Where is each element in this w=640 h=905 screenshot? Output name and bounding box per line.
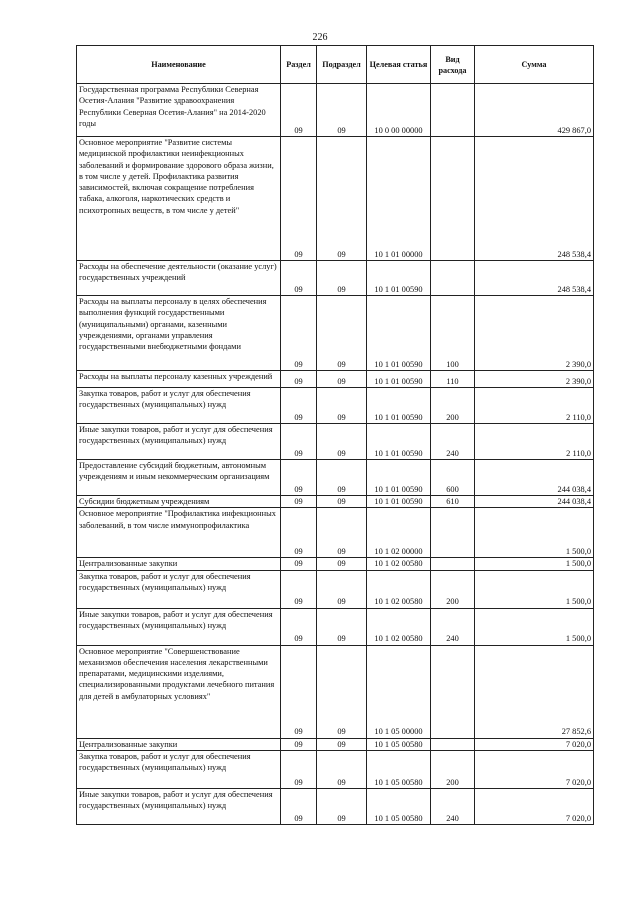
cell-name: Государственная программа Республики Северная Осетия-Алания "Развитие здравоохранения Республики Северная Осетия-Алания" на 2014-2020 годы: [77, 84, 281, 137]
cell-name: Основное мероприятие "Профилактика инфекционных заболеваний, в том числе иммунопрофилактика: [77, 508, 281, 558]
cell-amount: 248 538,4: [475, 137, 594, 261]
table-row: [77, 645, 594, 738]
cell-name: Закупка товаров, работ и услуг для обеспечения государственных (муниципальных) нужд: [77, 570, 281, 608]
cell-name: Предоставление субсидий бюджетным, автономным учреждениям и иным некоммерческим организациям: [77, 460, 281, 496]
cell-subsection: 09: [317, 460, 367, 496]
table-row: [77, 261, 594, 296]
cell-section: 09: [281, 645, 317, 738]
cell-section: 09: [281, 608, 317, 645]
cell-name: Иные закупки товаров, работ и услуг для обеспечения государственных (муниципальных) нужд: [77, 608, 281, 645]
table-row: [77, 508, 594, 558]
cell-expense-type: 600: [431, 460, 475, 496]
cell-expense-type: 240: [431, 788, 475, 824]
cell-amount: 7 020,0: [475, 750, 594, 788]
cell-target-article: 10 1 01 00590: [367, 371, 431, 388]
table-row: [77, 496, 594, 508]
table-row: [77, 788, 594, 824]
table-row: [77, 608, 594, 645]
cell-subsection: 09: [317, 558, 367, 570]
cell-expense-type: [431, 738, 475, 750]
cell-expense-type: 610: [431, 496, 475, 508]
cell-section: 09: [281, 371, 317, 388]
cell-expense-type: [431, 645, 475, 738]
cell-subsection: 09: [317, 296, 367, 371]
cell-name: Закупка товаров, работ и услуг для обеспечения государственных (муниципальных) нужд: [77, 750, 281, 788]
table-row: [77, 558, 594, 570]
cell-section: 09: [281, 738, 317, 750]
cell-subsection: 09: [317, 388, 367, 424]
header-expense-type: Вид расхода: [431, 46, 475, 84]
cell-amount: 27 852,6: [475, 645, 594, 738]
cell-section: 09: [281, 570, 317, 608]
cell-subsection: 09: [317, 371, 367, 388]
cell-target-article: 10 1 02 00580: [367, 608, 431, 645]
cell-name: Расходы на обеспечение деятельности (оказание услуг) государственных учреждений: [77, 261, 281, 296]
cell-section: 09: [281, 788, 317, 824]
cell-subsection: 09: [317, 608, 367, 645]
cell-section: 09: [281, 137, 317, 261]
cell-amount: 7 020,0: [475, 788, 594, 824]
cell-target-article: 10 1 02 00000: [367, 508, 431, 558]
cell-amount: 244 038,4: [475, 496, 594, 508]
cell-subsection: 09: [317, 261, 367, 296]
cell-amount: 244 038,4: [475, 460, 594, 496]
cell-amount: 2 390,0: [475, 371, 594, 388]
cell-subsection: 09: [317, 570, 367, 608]
cell-expense-type: [431, 558, 475, 570]
cell-target-article: 10 1 01 00590: [367, 261, 431, 296]
cell-section: 09: [281, 496, 317, 508]
cell-section: 09: [281, 558, 317, 570]
page-number: 226: [312, 32, 328, 43]
cell-name: Расходы на выплаты персоналу казенных учреждений: [77, 371, 281, 388]
cell-expense-type: 200: [431, 388, 475, 424]
cell-subsection: 09: [317, 750, 367, 788]
cell-expense-type: [431, 508, 475, 558]
cell-name: Закупка товаров, работ и услуг для обеспечения государственных (муниципальных) нужд: [77, 388, 281, 424]
header-subsection: Подраздел: [317, 46, 367, 84]
table-row: [77, 750, 594, 788]
cell-subsection: 09: [317, 738, 367, 750]
cell-target-article: 10 1 05 00580: [367, 750, 431, 788]
cell-section: 09: [281, 750, 317, 788]
cell-expense-type: [431, 261, 475, 296]
cell-subsection: 09: [317, 508, 367, 558]
table-row: [77, 296, 594, 371]
cell-amount: 2 390,0: [475, 296, 594, 371]
cell-subsection: 09: [317, 424, 367, 460]
cell-subsection: 09: [317, 788, 367, 824]
cell-name: Иные закупки товаров, работ и услуг для обеспечения государственных (муниципальных) нужд: [77, 788, 281, 824]
cell-target-article: 10 1 01 00590: [367, 388, 431, 424]
cell-section: 09: [281, 508, 317, 558]
table-row: [77, 570, 594, 608]
header-target-article: Целевая статья: [367, 46, 431, 84]
cell-subsection: 09: [317, 137, 367, 261]
cell-name: Централизованные закупки: [77, 558, 281, 570]
cell-target-article: 10 1 02 00580: [367, 570, 431, 608]
cell-target-article: 10 1 01 00590: [367, 424, 431, 460]
cell-section: 09: [281, 261, 317, 296]
cell-amount: 1 500,0: [475, 508, 594, 558]
cell-target-article: 10 1 01 00590: [367, 296, 431, 371]
cell-name: Основное мероприятие "Совершенствование механизмов обеспечения населения лекарственными препаратами, медицинскими изделиями, специализированными продуктами лечебного питания для детей в амбулаторных условиях": [77, 645, 281, 738]
cell-section: 09: [281, 388, 317, 424]
cell-expense-type: 240: [431, 424, 475, 460]
header-row: [77, 46, 594, 84]
cell-target-article: 10 1 02 00580: [367, 558, 431, 570]
cell-subsection: 09: [317, 84, 367, 137]
cell-target-article: 10 0 00 00000: [367, 84, 431, 137]
cell-section: 09: [281, 424, 317, 460]
cell-amount: 1 500,0: [475, 608, 594, 645]
cell-subsection: 09: [317, 496, 367, 508]
header-name: Наименование: [77, 46, 281, 84]
table-row: [77, 371, 594, 388]
cell-target-article: 10 1 05 00580: [367, 788, 431, 824]
cell-name: Иные закупки товаров, работ и услуг для обеспечения государственных (муниципальных) нужд: [77, 424, 281, 460]
cell-expense-type: 110: [431, 371, 475, 388]
cell-section: 09: [281, 84, 317, 137]
budget-table: [76, 45, 594, 825]
table-header: [77, 46, 594, 84]
table-body: [77, 84, 594, 825]
cell-name: Субсидии бюджетным учреждениям: [77, 496, 281, 508]
cell-amount: 248 538,4: [475, 261, 594, 296]
cell-amount: 1 500,0: [475, 570, 594, 608]
cell-expense-type: 200: [431, 750, 475, 788]
cell-name: Централизованные закупки: [77, 738, 281, 750]
cell-amount: 429 867,0: [475, 84, 594, 137]
cell-amount: 7 020,0: [475, 738, 594, 750]
cell-amount: 2 110,0: [475, 424, 594, 460]
cell-amount: 1 500,0: [475, 558, 594, 570]
cell-amount: 2 110,0: [475, 388, 594, 424]
cell-section: 09: [281, 460, 317, 496]
cell-expense-type: 100: [431, 296, 475, 371]
table-row: [77, 424, 594, 460]
cell-expense-type: [431, 137, 475, 261]
cell-target-article: 10 1 05 00000: [367, 645, 431, 738]
cell-target-article: 10 1 01 00590: [367, 496, 431, 508]
table-row: [77, 137, 594, 261]
cell-target-article: 10 1 01 00590: [367, 460, 431, 496]
cell-name: Основное мероприятие "Развитие системы медицинской профилактики неинфекционных заболеваний и формирование здорового образа жизни, в том числе у детей. Профилактика развития зависимостей, включая сокращение потребления табака, алкоголя, наркотических средств и психотропных веществ, в том числе у детей": [77, 137, 281, 261]
table-row: [77, 388, 594, 424]
cell-section: 09: [281, 296, 317, 371]
cell-target-article: 10 1 05 00580: [367, 738, 431, 750]
cell-expense-type: [431, 84, 475, 137]
table-row: [77, 84, 594, 137]
cell-expense-type: 240: [431, 608, 475, 645]
table-row: [77, 738, 594, 750]
header-amount: Сумма: [475, 46, 594, 84]
cell-subsection: 09: [317, 645, 367, 738]
cell-expense-type: 200: [431, 570, 475, 608]
table-row: [77, 460, 594, 496]
cell-name: Расходы на выплаты персоналу в целях обеспечения выполнения функций государственными (муниципальными) органами, казенными учреждениями, органами управления государственными внебюджетными фондами: [77, 296, 281, 371]
cell-target-article: 10 1 01 00000: [367, 137, 431, 261]
header-section: Раздел: [281, 46, 317, 84]
